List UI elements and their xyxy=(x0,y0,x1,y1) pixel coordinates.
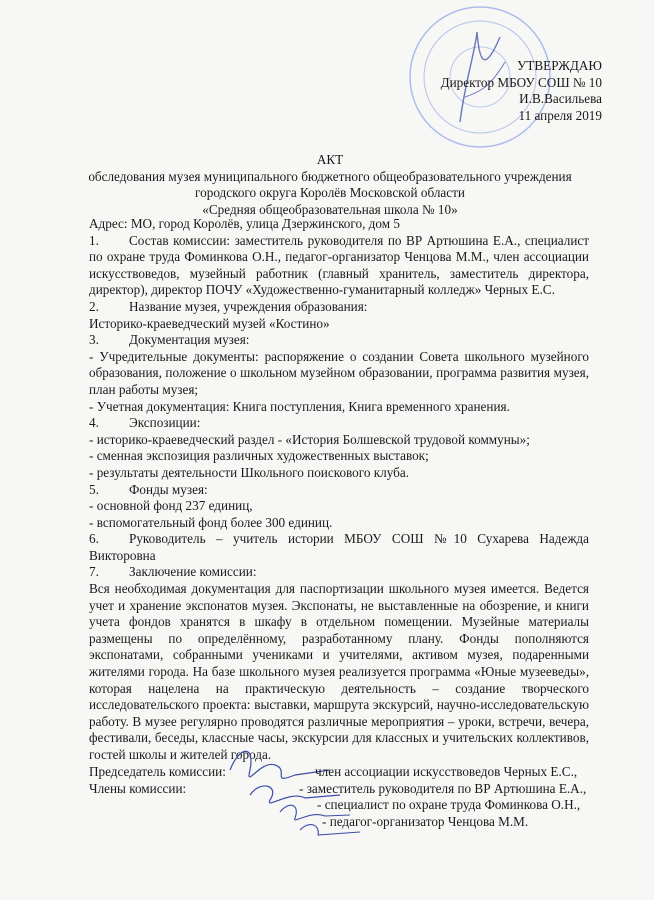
chair-label: Председатель комиссии: xyxy=(89,764,226,779)
fund-item: - вспомогательный фонд более 300 единиц. xyxy=(89,514,333,530)
approval-heading: УТВЕРЖДАЮ xyxy=(516,58,602,73)
section-4: 4. Экспозиции: xyxy=(89,415,201,431)
document-body xyxy=(89,216,589,764)
conclusion-text: Вся необходимая документация для паспортизации школьного музея имеется. Ведется учет и хранение экспонатов музея. Экспонаты, не выставленные на обозрение, и книги учета фондов хранятся в шкафу в отдельном помещении. Музейные материалы размещены по определённому, разработанному плану. Фонды пополняются экспонатами, собранными учениками и учителями, активом музея, подаренными жителями города. На базе школьного музея реализуется программа «Юные музееведы», которая нацелена на практическую деятельность – создание творческого исследовательского проекта: выставки, маршрута экскурсий, научно-исследовательскую работу. В музее регулярно проводятся различные мероприятия – уроки, встречи, вечера, фестивали, беседы, классные часы, экскурсии для классных и учительских коллективов, гостей школы и жителей города. xyxy=(89,581,589,762)
approval-name: И.В.Васильева xyxy=(519,91,602,106)
title-line-3: городского округа Королёв Московской области xyxy=(195,185,465,200)
museum-name: Историко-краеведческий музей «Костино» xyxy=(89,315,330,331)
section-3: 3. Документация музея: xyxy=(89,332,250,348)
approval-date: 11 апреля 2019 xyxy=(518,107,602,123)
documentation-item: - Учредительные документы: распоряжение о создании Совета школьного музейного образования, положение о школьном музейном образовании, программа развития музея, план работы музея; xyxy=(89,348,589,397)
section-1: 1. Состав комиссии: заместитель руководителя по ВР Артюшина Е.А., специалист по охране труда Фоминкова О.Н., педагог-организатор Ченцова М.М., член ассоциации искусствоведов, музейный работник (главный хранитель, заместитель директора, директор), директор ПОЧУ «Художественно-гуманитарный колледж» Черных Е.С. xyxy=(89,232,589,298)
members-label: Члены комиссии: xyxy=(89,780,187,796)
section-7: 7. Заключение комиссии: xyxy=(89,564,257,580)
signatures-block xyxy=(89,764,589,830)
exposition-item: - результаты деятельности Школьного поискового клуба. xyxy=(89,464,410,480)
title-act: АКТ xyxy=(316,152,344,167)
document-title xyxy=(70,152,590,218)
exposition-item: - историко-краеведческий раздел - «История Болшевской трудовой коммуны»; xyxy=(89,431,530,447)
section-2: 2. Название музея, учреждения образования: xyxy=(89,298,368,314)
member-signature-3: - педагог-организатор Ченцова М.М. xyxy=(322,813,529,829)
exposition-item: - сменная экспозиция различных художественных выставок; xyxy=(89,448,429,464)
member-signature-2: - специалист по охране труда Фоминкова О.Н., xyxy=(317,797,581,813)
title-line-2: обследования музея муниципального бюджетного общеобразовательного учреждения xyxy=(88,168,572,184)
member-signature-1: - заместитель руководителя по ВР Артюшина Е.А., xyxy=(299,780,587,796)
title-line-4: «Средняя общеобразовательная школа № 10» xyxy=(202,201,458,217)
chair-signature: член ассоциации искусствоведов Черных Е.С., xyxy=(315,764,578,779)
address: Адрес: МО, город Королёв, улица Дзержинского, дом 5 xyxy=(89,216,400,231)
documentation-item: - Учетная документация: Книга поступления, Книга временного хранения. xyxy=(89,398,510,414)
section-6: 6. Руководитель – учитель истории МБОУ СОШ №10 Сухарева Надежда Викторовна xyxy=(89,531,589,563)
approval-block xyxy=(441,58,602,124)
fund-item: - основной фонд 237 единиц, xyxy=(89,498,253,514)
approval-position: Директор МБОУ СОШ № 10 xyxy=(440,74,602,90)
section-5: 5. Фонды музея: xyxy=(89,481,208,497)
